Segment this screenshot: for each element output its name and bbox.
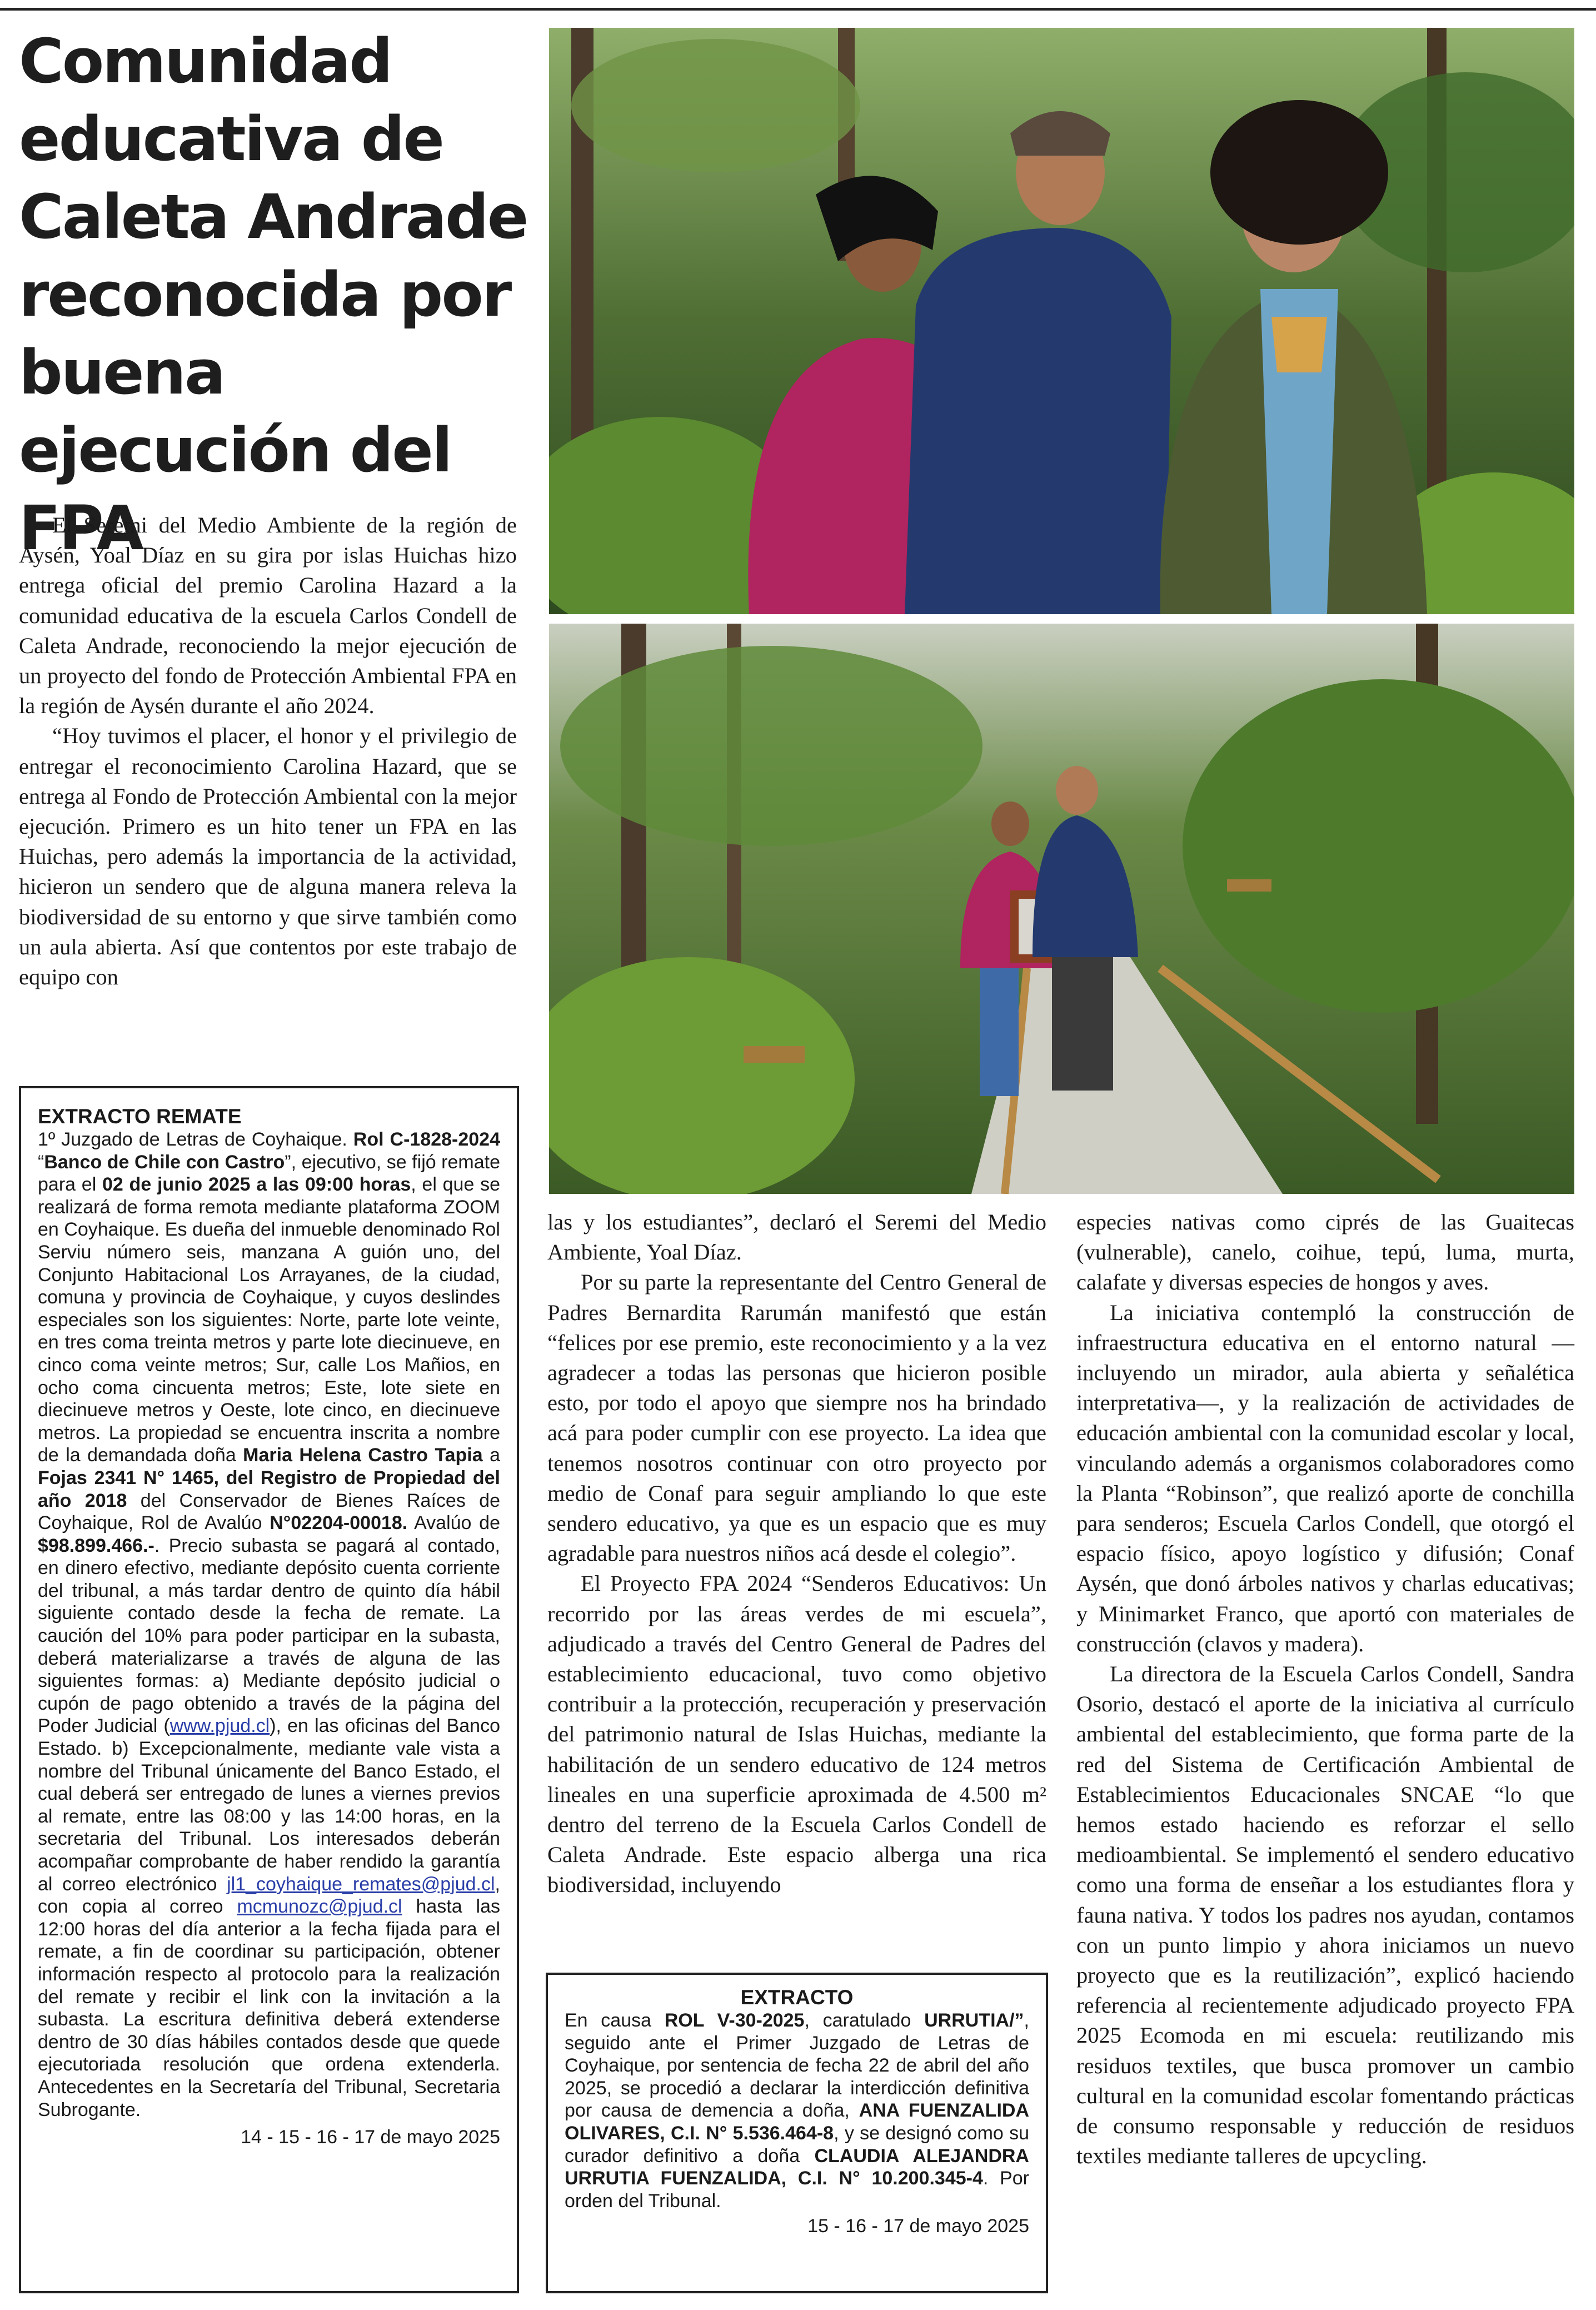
remate-text: ”, ejecutivo, se fijó remate para el: [38, 1151, 500, 1196]
page-header-rule: [0, 0, 1596, 11]
trail-photo: [549, 624, 1574, 1194]
paragraph: Por su parte la representante del Centro General de Padres Bernardita Rarumán manifestó que están “felices por ese premio, este reconocimiento y a la vez agradecer a todas las personas que hicieron posible esto, por todo el apoyo que siempre nos ha brindado acá para poder cumplir con ese proyecto. La idea que tenemos nosotros continuar con otro proyecto por medio de Conaf para seguir ampliando lo que este sendero educativo, ya que es un espacio que es muy agradable para nuestros niños acá desde el colegio”.: [547, 1269, 1046, 1566]
extracto-text: En causa: [565, 2010, 665, 2031]
trail-photo-image: [549, 624, 1574, 1194]
article-column-1: [19, 510, 517, 992]
paragraph: especies nativas como ciprés de las Guaitecas (vulnerable), canelo, coihue, tepú, luma, murta, calafate y diversas especies de hongos y aves.: [1076, 1209, 1574, 1295]
extracto-text: , caratulado: [804, 2010, 925, 2031]
article-column-2: [547, 1207, 1046, 1900]
remate-notice-box: [19, 1086, 519, 2293]
award-photo-image: [549, 28, 1574, 614]
remate-registry: Fojas 2341 N° 1465, del Registro de Propiedad del año 2018: [38, 1467, 500, 1511]
remate-dates: 14 - 15 - 16 - 17 de mayo 2025: [241, 2127, 500, 2148]
extracto-case: URRUTIA/”: [924, 2010, 1024, 2031]
article-headline: Comunidad educativa de Caleta Andrade reconocida por buena ejecución del FPA: [19, 26, 527, 564]
remate-title: EXTRACTO REMATE: [38, 1105, 242, 1128]
extracto-notice-box: [546, 1973, 1048, 2293]
remate-amount: $98.899.466.-: [38, 1535, 154, 1556]
paragraph: “Hoy tuvimos el placer, el honor y el privilegio de entregar el reconocimiento Carolina Hazard, que se entrega al Fondo de Protección Ambiental con la mejor ejecución. Primero es un hito tener un FPA en las Huichas, pero además la importancia de la actividad, hicieron un sendero que de alguna manera releva la biodiversidad de su entorno y que sirve también como un aula abierta. Así que contentos por este trabajo de equipo con: [19, 723, 517, 990]
remate-body: [38, 1128, 500, 2121]
extracto-rol: ROL V-30-2025: [664, 2010, 805, 2031]
remate-text: , con copia al correo: [38, 1873, 500, 1918]
remate-text: . Precio subasta se pagará al contado, en dinero efectivo, mediante depósito cuenta corriente del tribunal, a más tardar dentro de quinto día hábil siguiente contado desde la fecha de remate. La caución del 10% para poder participar en la subasta, deberá materializarse a través de alguna de las siguientes formas: a) Mediante depósito judicial o cupón de pago obtenido a través de la página del Poder Judicial (: [38, 1535, 500, 1737]
remate-avaluo-rol: N°02204-00018.: [270, 1512, 408, 1534]
remate-rol: Rol C-1828-2024: [353, 1129, 500, 1150]
mcmunozc-email-link[interactable]: mcmunozc@pjud.cl: [237, 1896, 402, 1918]
remate-text: “: [38, 1151, 44, 1173]
extracto-body: [565, 2009, 1029, 2212]
remate-text: hasta las 12:00 horas del día anterior a la fecha fijada para el remate, a fin de coordinar su participación, obtener información respecto al protocolo para la realización del remate y recibir el link con la invitación a la subasta. La escritura definitiva deberá extenderse dentro de 30 días hábiles contados desde que quede ejecutoriada resolución que ordena extenderla. Antecedentes en la Secretaría del Tribunal, Secretaria Subrogante.: [38, 1896, 500, 2120]
extracto-title: EXTRACTO: [740, 1986, 854, 2009]
extracto-text: . Por orden del Tribunal.: [565, 2168, 1029, 2212]
remate-date: 02 de junio 2025 a las 09:00 horas: [102, 1174, 411, 1196]
article-column-3: [1076, 1207, 1574, 2172]
paragraph: El Seremi del Medio Ambiente de la región de Aysén, Yoal Díaz en su gira por islas Huichas hizo entrega oficial del premio Carolina Hazard a la comunidad educativa de la escuela Carlos Condell de Caleta Andrade, reconociendo la mejor ejecución de un proyecto del fondo de Protección Ambiental FPA en la región de Aysén durante el año 2024.: [19, 512, 517, 719]
remates-email-link[interactable]: jl1_coyhaique_remates@pjud.cl: [227, 1873, 495, 1895]
extracto-text: , y se designó como su curador definitivo a doña: [565, 2122, 1029, 2167]
award-photo-group: [549, 28, 1574, 614]
remate-text: del Conservador de Bienes Raíces de Coyhaique, Rol de Avalúo: [38, 1490, 500, 1534]
remate-text: , el que se realizará de forma remota mediante plataforma ZOOM en Coyhaique. Es dueña del inmueble denominado Rol Serviu número seis, manzana A guión uno, del Conjunto Habitacional Los Arrayanes, de la ciudad, comuna y provincia de Coyhaique, y cuyos deslindes especiales son los siguientes: Norte, parte lote veinte, en tres coma treinta metros y parte lote diecinueve, en cinco coma veinte metros; Sur, calle Los Mañios, en ocho coma cincuenta metros; Este, lote siete en diecinueve metros y Oeste, lote cinco, en diecinueve metros. La propiedad se encuentra inscrita a nombre de la demandada doña: [38, 1174, 500, 1466]
extracto-curator: CLAUDIA ALEJANDRA URRUTIA FUENZALIDA, C.I. N° 10.200.345-4: [565, 2145, 1029, 2189]
extracto-text: , seguido ante el Primer Juzgado de Letras de Coyhaique, por sentencia de fecha 22 de abril del año 2025, se procedió a declarar la interdicción definitiva por causa de demencia a doña,: [565, 2010, 1029, 2122]
paragraph: La directora de la Escuela Carlos Condell, Sandra Osorio, destacó el aporte de la iniciativa al currículo ambiental del establecimiento, que forma parte de la red del Sistema de Certificación Ambiental de Establecimientos Educacionales SNCAE “lo que hemos estado haciendo es reforzar el sello medioambiental. Se implementó el sendero educativo como una forma de enseñar a los estudiantes flora y fauna nativa. Y todos los padres nos ayudan, contamos con un punto limpio y ahora iniciamos un nuevo proyecto que es la reutilización”, explicó haciendo referencia al recientemente adjudicado proyecto FPA 2025 Ecomoda en mi escuela: reutilizando mis residuos textiles, que busca promover un cambio cultural en la comunidad escolar fomentando prácticas de consumo responsable y reducción de residuos textiles mediante talleres de upcycling.: [1076, 1661, 1574, 2169]
remate-case: Banco de Chile con Castro: [44, 1151, 285, 1173]
remate-text: ), en las oficinas del Banco Estado. b) Excepcionalmente, mediante vale vista a nombre del Tribunal únicamente del Banco Estado, el cual deberá ser entregado de lunes a viernes previos al remate, entre las 08:00 y las 14:00 horas, en la secretaria del Tribunal. Los interesados deberán acompañar comprobante de haber rendido la garantía al correo electrónico: [38, 1715, 500, 1895]
remate-text: a: [482, 1445, 500, 1466]
paragraph: La iniciativa contempló la construcción de infraestructura educativa en el entorno natural —incluyendo un mirador, aula abierta y señalética interpretativa—, y la realización de actividades de educación ambiental con la comunidad escolar y local, vinculando además a organismos colaboradores como la Planta “Robinson”, que realizó aporte de conchilla para senderos; Escuela Carlos Condell, que otorgó el espacio físico, apoyo logístico y difusión; Conaf Aysén, que donó árboles nativos y charlas educativas; y Minimarket Franco, que aportó con materiales de construcción (clavos y madera).: [1076, 1300, 1574, 1656]
remate-owner: Maria Helena Castro Tapia: [243, 1445, 483, 1466]
paragraph: El Proyecto FPA 2024 “Senderos Educativos: Un recorrido por las áreas verdes de mi escuela”, adjudicado a través del Centro General de Padres del establecimiento educacional, tuvo como objetivo contribuir a la protección, recuperación y preservación del patrimonio natural de Islas Huichas, mediante la habilitación de un sendero educativo de 124 metros lineales en una superficie aproximada de 4.500 m² dentro del terreno de la Escuela Carlos Condell de Caleta Andrade. Este espacio alberga una rica biodiversidad, incluyendo: [547, 1571, 1046, 1898]
remate-text: Avalúo de: [407, 1512, 500, 1534]
extracto-person: ANA FUENZALIDA OLIVARES, C.I. N° 5.536.464-8: [565, 2100, 1029, 2144]
remate-text: 1º Juzgado de Letras de Coyhaique.: [38, 1129, 353, 1150]
pjud-link[interactable]: www.pjud.cl: [169, 1715, 270, 1737]
extracto-dates: 15 - 16 - 17 de mayo 2025: [807, 2216, 1029, 2237]
paragraph: las y los estudiantes”, declaró el Seremi del Medio Ambiente, Yoal Díaz.: [547, 1209, 1046, 1265]
